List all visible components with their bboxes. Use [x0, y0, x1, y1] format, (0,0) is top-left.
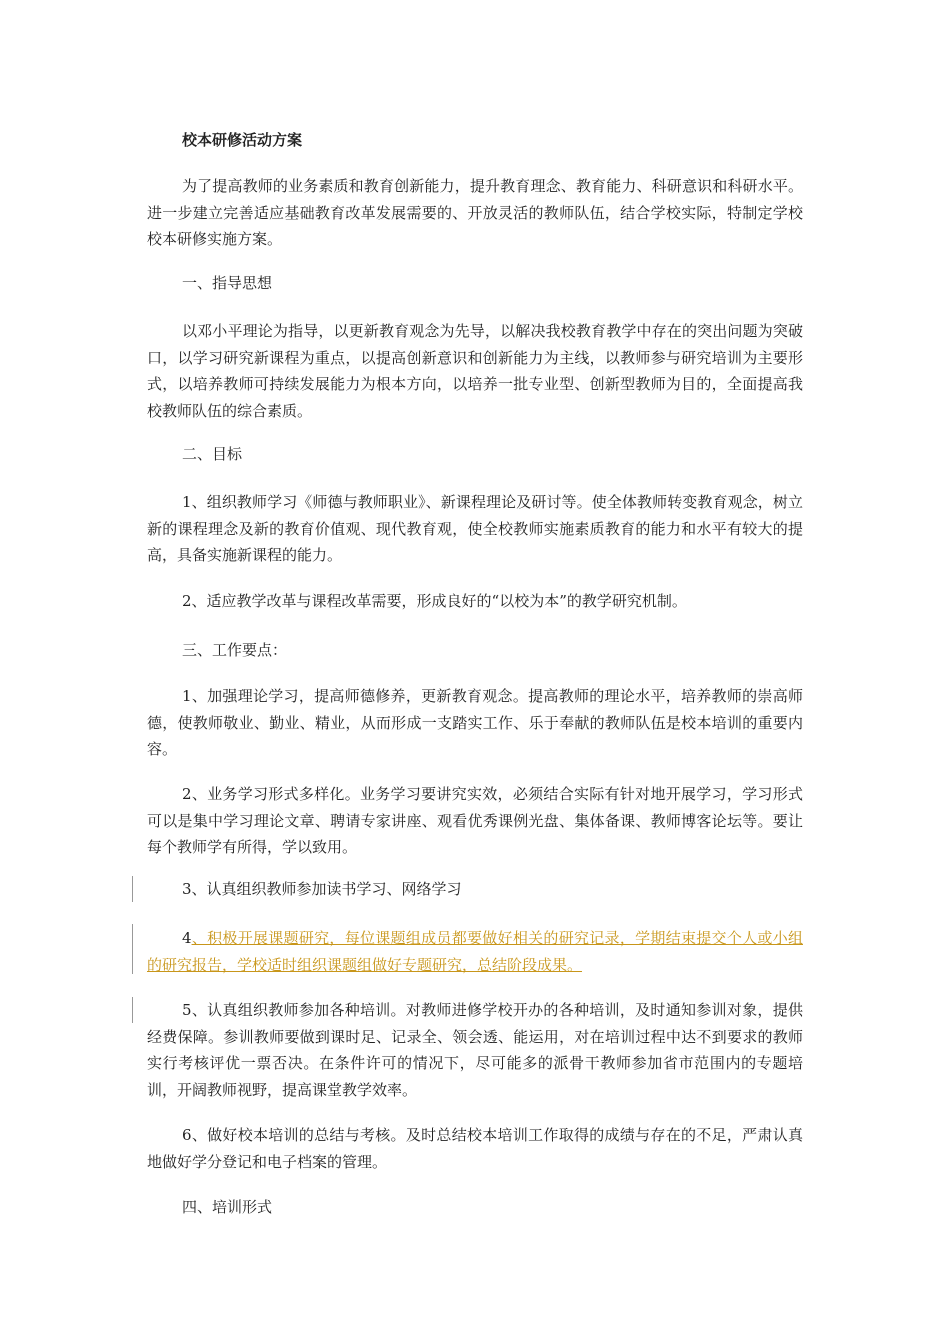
point-5-paragraph: 5、认真组织教师参加各种培训。对教师进修学校开办的各种培训，及时通知参训对象，提供经费保障。参训教师要做到课时足、记录全、领会透、能运用，对在培训过程中达不到要求的教师实行考核评优一票否决。在条件许可的情况下，尽可能多的派骨干教师参加省市范围内的专题培训，开阔教师视野，提高课堂教学效率。 [147, 1001, 803, 1099]
point-6-paragraph: 6、做好校本培训的总结与考核。及时总结校本培训工作取得的成绩与存在的不足，严肃认真地做好学分登记和电子档案的管理。 [147, 1126, 803, 1171]
section-heading-guiding-ideology: 一、指导思想 [182, 274, 273, 292]
section-heading-training-form: 四、培训形式 [182, 1198, 273, 1216]
revision-bar [132, 924, 133, 974]
guiding-ideology-paragraph: 以邓小平理论为指导，以更新教育观念为先导，以解决我校教育教学中存在的突出问题为突破口，以学习研究新课程为重点，以提高创新意识和创新能力为主线，以教师参与研究培训为主要形式，以培养教师可持续发展能力为根本方向，以培养一批专业型、创新型教师为目的，全面提高我校教师队伍的综合素质。 [147, 322, 803, 420]
section-heading-work-points: 三、工作要点： [182, 641, 288, 659]
goal-1-paragraph: 1、组织教师学习《师德与教师职业》、新课程理论及研讨等。使全体教师转变教育观念，树立新的课程理念及新的教育价值观、现代教育观，使全校教师实施素质教育的能力和水平有较大的提高，具备实施新课程的能力。 [147, 493, 803, 564]
point-1-paragraph: 1、加强理论学习，提高师德修养，更新教育观念。提高教师的理论水平，培养教师的崇高师德，使教师敬业、勤业、精业，从而形成一支踏实工作、乐于奉献的教师队伍是校本培训的重要内容。 [147, 687, 803, 758]
point-4-link[interactable]: 、积极开展课题研究，每位课题组成员都要做好相关的研究记录，学期结束提交个人或小组的研究报告，学校适时组织课题组做好专题研究，总结阶段成果。 [147, 929, 803, 974]
intro-paragraph: 为了提高教师的业务素质和教育创新能力，提升教育理念、教育能力、科研意识和科研水平。进一步建立完善适应基础教育改革发展需要的、开放灵活的教师队伍，结合学校实际，特制定学校校本研修实施方案。 [147, 177, 803, 248]
point-2-paragraph: 2、业务学习形式多样化。业务学习要讲究实效，必须结合实际有针对地开展学习，学习形式可以是集中学习理论文章、聘请专家讲座、观看优秀课例光盘、集体备课、教师博客论坛等。要让每个教师学有所得，学以致用。 [147, 785, 803, 856]
point-4-paragraph [147, 925, 803, 978]
document-title: 校本研修活动方案 [182, 131, 303, 149]
revision-bar [132, 876, 133, 902]
point-4-number: 4 [182, 929, 192, 947]
section-heading-goals: 二、目标 [182, 445, 243, 463]
goal-2-paragraph: 2、适应教学改革与课程改革需要，形成良好的“以校为本”的教学研究机制。 [182, 592, 687, 610]
revision-bar [132, 997, 133, 1023]
point-3-paragraph: 3、认真组织教师参加读书学习、网络学习 [182, 880, 462, 898]
